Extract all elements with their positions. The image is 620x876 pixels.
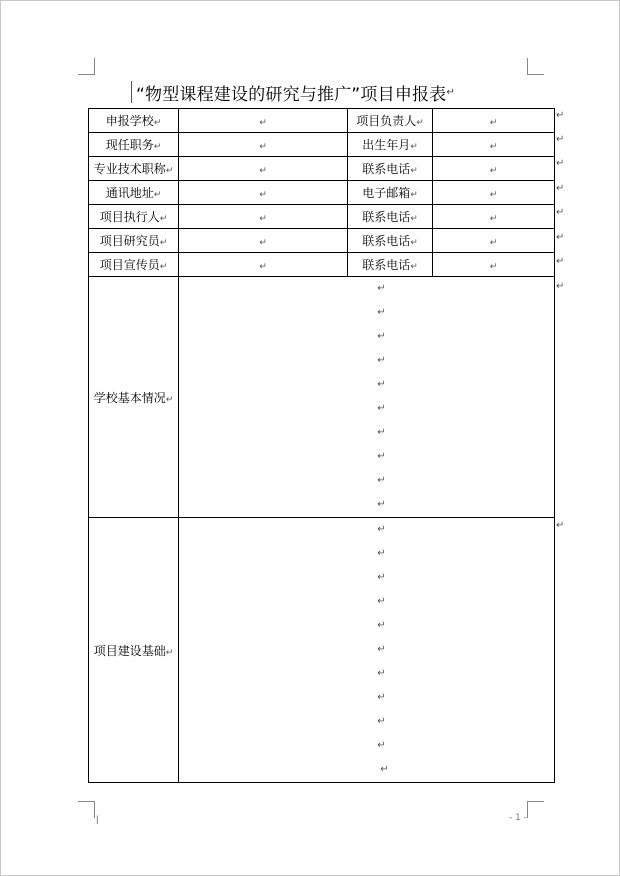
text-cursor: [131, 81, 132, 103]
paragraph-mark-icon: ↵: [377, 620, 386, 631]
table-row: [89, 277, 555, 518]
field-label: 联系电话↵: [348, 157, 433, 181]
paragraph-mark-icon: ↵: [377, 307, 386, 318]
field-label: 申报学校↵: [89, 109, 179, 133]
table-row: [89, 181, 555, 205]
paragraph-mark-icon: ↵: [377, 572, 386, 583]
table-row: [89, 109, 555, 133]
footer-left-mark: ǀ: [96, 815, 99, 825]
field-label: 项目负责人↵: [348, 109, 433, 133]
field-label: 项目执行人↵: [89, 205, 179, 229]
field-value-cell[interactable]: ↵: [179, 253, 348, 277]
paragraph-mark-icon: ↵: [377, 548, 386, 559]
field-value-cell[interactable]: ↵: [433, 253, 555, 277]
table-row: [89, 229, 555, 253]
field-value-cell[interactable]: ↵: [179, 181, 348, 205]
paragraph-mark-icon: ↵: [377, 355, 386, 366]
field-label: 联系电话↵: [348, 253, 433, 277]
field-value-cell[interactable]: ↵: [433, 181, 555, 205]
field-value-cell[interactable]: ↵: [433, 205, 555, 229]
paragraph-mark-icon: ↵: [377, 499, 386, 510]
application-form-table: [88, 108, 555, 783]
field-value-cell[interactable]: ↵: [433, 229, 555, 253]
table-row: [89, 157, 555, 181]
paragraph-mark-icon: ↵: [380, 764, 389, 775]
project-basis-field[interactable]: [179, 518, 555, 783]
field-value-cell[interactable]: ↵: [179, 133, 348, 157]
field-value-cell[interactable]: ↵: [179, 109, 348, 133]
table-row: [89, 133, 555, 157]
paragraph-mark-icon: ↵: [377, 668, 386, 679]
paragraph-mark-icon: ↵: [377, 451, 386, 462]
row-end-mark: ↵: [556, 207, 565, 218]
field-label: 项目宣传员↵: [89, 253, 179, 277]
school-basic-info-field[interactable]: [179, 277, 555, 518]
paragraph-mark-icon: ↵: [377, 644, 386, 655]
row-end-mark: ↵: [556, 134, 565, 145]
field-value-cell[interactable]: ↵: [179, 205, 348, 229]
crop-mark-top-left: [78, 58, 95, 75]
paragraph-mark-icon: ↵: [377, 403, 386, 414]
paragraph-mark-icon: ↵: [377, 379, 386, 390]
field-label: 专业技术职称↵: [89, 157, 179, 181]
paragraph-mark-icon: ↵: [377, 475, 386, 486]
field-label: 现任职务↵: [89, 133, 179, 157]
paragraph-mark-icon: ↵: [377, 596, 386, 607]
field-value-cell[interactable]: ↵: [433, 157, 555, 181]
row-end-mark: ↵: [556, 158, 565, 169]
page-number: - 1 -: [509, 813, 527, 823]
crop-mark-bottom-left: [78, 801, 95, 818]
field-value-cell[interactable]: ↵: [433, 109, 555, 133]
field-value-cell[interactable]: ↵: [179, 157, 348, 181]
school-basic-info-label: 学校基本情况↵: [89, 277, 179, 518]
row-end-mark: ↵: [556, 232, 565, 243]
crop-mark-top-right: [527, 58, 544, 75]
field-value-cell[interactable]: ↵: [433, 133, 555, 157]
paragraph-mark-icon: ↵: [377, 524, 386, 535]
row-end-mark: ↵: [556, 183, 565, 194]
field-label: 联系电话↵: [348, 229, 433, 253]
paragraph-mark-icon: ↵: [377, 427, 386, 438]
paragraph-mark-icon: ↵: [377, 716, 386, 727]
table-row: [89, 253, 555, 277]
row-end-mark: ↵: [556, 256, 565, 267]
field-label: 通讯地址↵: [89, 181, 179, 205]
row-end-mark: ↵: [556, 110, 565, 121]
field-label: 出生年月↵: [348, 133, 433, 157]
table-row: [89, 205, 555, 229]
field-label: 联系电话↵: [348, 205, 433, 229]
crop-mark-bottom-right: [527, 801, 544, 818]
document-title: “物型课程建设的研究与推广”项目申报表: [136, 84, 447, 105]
row-end-mark: ↵: [556, 520, 565, 531]
field-label: 项目研究员↵: [89, 229, 179, 253]
paragraph-mark-icon: ↵: [377, 740, 386, 751]
title-line[interactable]: [131, 79, 455, 105]
project-basis-label: 项目建设基础↵: [89, 518, 179, 783]
paragraph-mark-icon: ↵: [377, 692, 386, 703]
paragraph-mark-icon: ↵: [377, 331, 386, 342]
table-row: [89, 518, 555, 783]
field-label: 电子邮箱↵: [348, 181, 433, 205]
row-end-mark: ↵: [556, 281, 565, 292]
paragraph-mark-icon: ↵: [446, 86, 455, 98]
paragraph-mark-icon: ↵: [377, 283, 386, 294]
field-value-cell[interactable]: ↵: [179, 229, 348, 253]
